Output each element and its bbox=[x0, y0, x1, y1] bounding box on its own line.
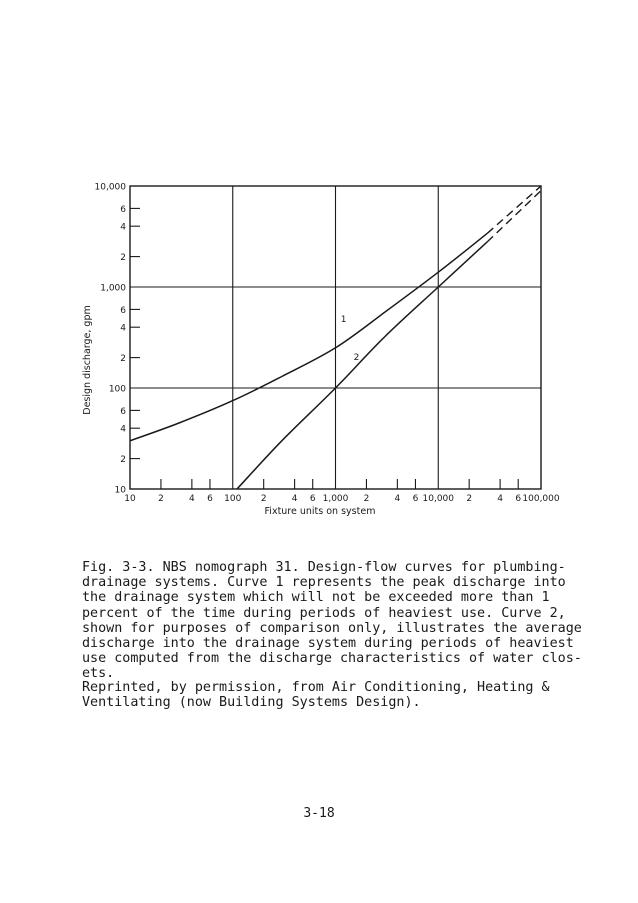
x-tick-label: 6 bbox=[412, 494, 419, 504]
y-tick-label: 10,000 bbox=[94, 182, 126, 193]
x-tick-label: 6 bbox=[515, 494, 522, 504]
page-number: 3-18 bbox=[303, 806, 335, 821]
x-tick-label: 2 bbox=[158, 494, 164, 504]
x-tick-label: 100,000 bbox=[522, 494, 560, 504]
y-tick-label: 6 bbox=[120, 305, 126, 316]
x-tick-label: 2 bbox=[466, 494, 473, 504]
y-tick-label: 4 bbox=[120, 424, 126, 435]
y-tick-label: 2 bbox=[120, 455, 126, 466]
y-tick-label: 6 bbox=[120, 204, 126, 215]
x-tick-label: 10,000 bbox=[422, 494, 454, 504]
x-tick-label: 100 bbox=[224, 494, 242, 504]
y-tick-label: 6 bbox=[120, 406, 126, 417]
series-1-label: 1 bbox=[340, 315, 347, 326]
y-tick-label: 4 bbox=[120, 323, 126, 334]
grid-lines bbox=[130, 186, 541, 489]
x-tick-label: 4 bbox=[291, 494, 298, 504]
y-axis-label: Design discharge, gpm bbox=[82, 305, 93, 415]
figure-caption: Fig. 3-3. NBS nomograph 31. Design-flow curves for plumbing-drainage systems. Curve 1 represents the peak discharge into the drainage system which will not be exceeded more than 1 percent of the time during periods of heaviest use. Curve 2, shown for purposes of comparison only, illustrates the average discharge into the drainage system during periods of heaviest use computed from the discharge characteristics of water clos-ets. bbox=[82, 560, 582, 682]
x-tick-label: 10 bbox=[124, 494, 136, 504]
y-tick-label: 100 bbox=[108, 384, 126, 395]
x-tick-labels bbox=[124, 494, 560, 504]
x-tick-label: 1,000 bbox=[322, 494, 349, 504]
y-tick-label: 4 bbox=[120, 222, 126, 233]
y-tick-label: 2 bbox=[120, 354, 126, 365]
x-tick-label: 4 bbox=[394, 494, 401, 504]
series-1-extrapolation bbox=[487, 186, 541, 233]
x-axis-label: Fixture units on system bbox=[264, 506, 376, 517]
series-2-extrapolation bbox=[487, 191, 541, 242]
x-tick-label: 6 bbox=[207, 494, 213, 504]
y-tick-label: 2 bbox=[120, 253, 126, 264]
y-tick-label: 10 bbox=[114, 485, 126, 496]
y-tick-label: 1,000 bbox=[100, 283, 126, 294]
x-tick-label: 4 bbox=[497, 494, 503, 504]
series-1-curve bbox=[130, 233, 487, 440]
y-tick-labels bbox=[95, 183, 127, 496]
series-2-curve bbox=[237, 242, 487, 489]
x-tick-label: 6 bbox=[309, 494, 316, 504]
x-tick-label: 4 bbox=[188, 494, 195, 504]
series-2-label: 2 bbox=[353, 352, 360, 363]
reprint-credit: Reprinted, by permission, from Air Conditioning, Heating & Ventilating (now Building Systems Design). bbox=[82, 680, 550, 711]
x-tick-label: 2 bbox=[363, 494, 370, 504]
x-tick-label: 2 bbox=[260, 494, 267, 504]
